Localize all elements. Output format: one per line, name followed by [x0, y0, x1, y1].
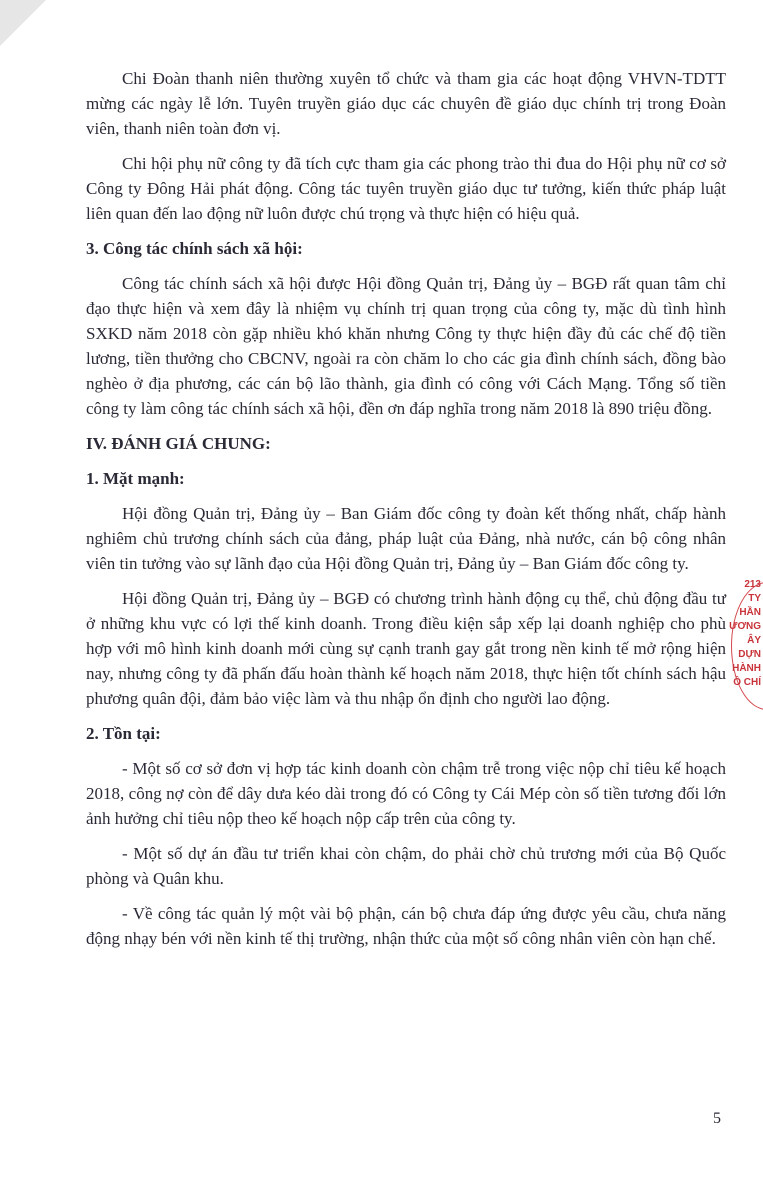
paragraph-social-policy: Công tác chính sách xã hội được Hội đồng Quản trị, Đảng ủy – BGĐ rất quan tâm chỉ đạo thực hiện và xem đây là nhiệm vụ chính trị quan trọng của công ty, mặc dù tình hình SXKD năm 2018 còn gặp nhiều khó khăn nhưng Công ty thực hiện đầy đủ các chế độ tiền lương, tiền thưởng cho CBCNV, ngoài ra còn chăm lo cho các gia đình chính sách, đồng bào nghèo ở địa phương, các cán bộ lão thành, gia đình có công với Cách Mạng. Tổng số tiền công ty làm công tác chính sách xã hội, đền ơn đáp nghĩa trong năm 2018 là 890 triệu đồng.	[86, 274, 726, 418]
heading-strengths: 1. Mặt mạnh:	[86, 469, 185, 488]
paragraph-women-union: Chi hội phụ nữ công ty đã tích cực tham gia các phong trào thi đua do Hội phụ nữ cơ sở Công ty Đông Hải phát động. Công tác tuyên truyền giáo dục tư tưởng, kiến thức pháp luật liên quan đến lao động nữ luôn được chú trọng và thực hiện có hiệu quả.	[86, 154, 726, 223]
heading-weaknesses: 2. Tồn tại:	[86, 724, 161, 743]
heading-general-assessment: IV. ĐÁNH GIÁ CHUNG:	[86, 434, 271, 453]
heading-social-policy: 3. Công tác chính sách xã hội:	[86, 239, 303, 258]
company-seal-stamp	[727, 578, 763, 728]
paragraph-strength-1: Hội đồng Quản trị, Đảng ủy – Ban Giám đốc công ty đoàn kết thống nhất, chấp hành nghiêm chủ trương chính sách của đảng, pháp luật của Đảng, nhà nước, cán bộ công nhân viên tin tưởng vào sự lãnh đạo của Hội đồng Quản trị, Đảng ủy – Ban Giám đốc công ty.	[86, 504, 726, 573]
paragraph-weakness-1: - Một số cơ sở đơn vị hợp tác kinh doanh còn chậm trễ trong việc nộp chỉ tiêu kế hoạch 2018, công nợ còn để dây dưa kéo dài trong đó có Công ty Cái Mép còn số tiền tương đối lớn ảnh hưởng chỉ tiêu nộp theo kế hoạch nộp cấp trên của công ty.	[86, 759, 726, 828]
paragraph-weakness-2: - Một số dự án đầu tư triển khai còn chậm, do phải chờ chủ trương mới của Bộ Quốc phòng và Quân khu.	[86, 844, 726, 888]
paragraph-weakness-3: - Về công tác quản lý một vài bộ phận, cán bộ chưa đáp ứng được yêu cầu, chưa năng động nhạy bén với nền kinh tế thị trường, nhận thức của một số công nhân viên còn hạn chế.	[86, 904, 726, 948]
seal-text: 213 TY HẦN ƯƠNG ÂY DỰN HÀNH Ồ CHÍ	[729, 579, 761, 688]
page-number: 5	[713, 1110, 721, 1127]
document-body	[86, 66, 726, 961]
paragraph-youth-union: Chi Đoàn thanh niên thường xuyên tổ chức và tham gia các hoạt động VHVN-TDTT mừng các ngày lễ lớn. Tuyên truyền giáo dục các chuyên đề giáo dục chính trị trong Đoàn viên, thanh niên toàn đơn vị.	[86, 69, 726, 138]
paragraph-strength-2: Hội đồng Quản trị, Đảng ủy – BGĐ có chương trình hành động cụ thể, chủ động đầu tư ở những khu vực có lợi thế kinh doanh. Trong điều kiện sắp xếp lại doanh nghiệp cho phù hợp với mô hình kinh doanh mới cùng sự cạnh tranh gay gắt trong nền kinh tế mở rộng hiện nay, nhưng công ty đã phấn đấu hoàn thành kế hoạch năm 2018, thực hiện tốt chính sách hậu phương quân đội, đảm bảo việc làm và thu nhập ổn định cho người lao động.	[86, 589, 726, 708]
page-fold-corner	[0, 0, 46, 46]
